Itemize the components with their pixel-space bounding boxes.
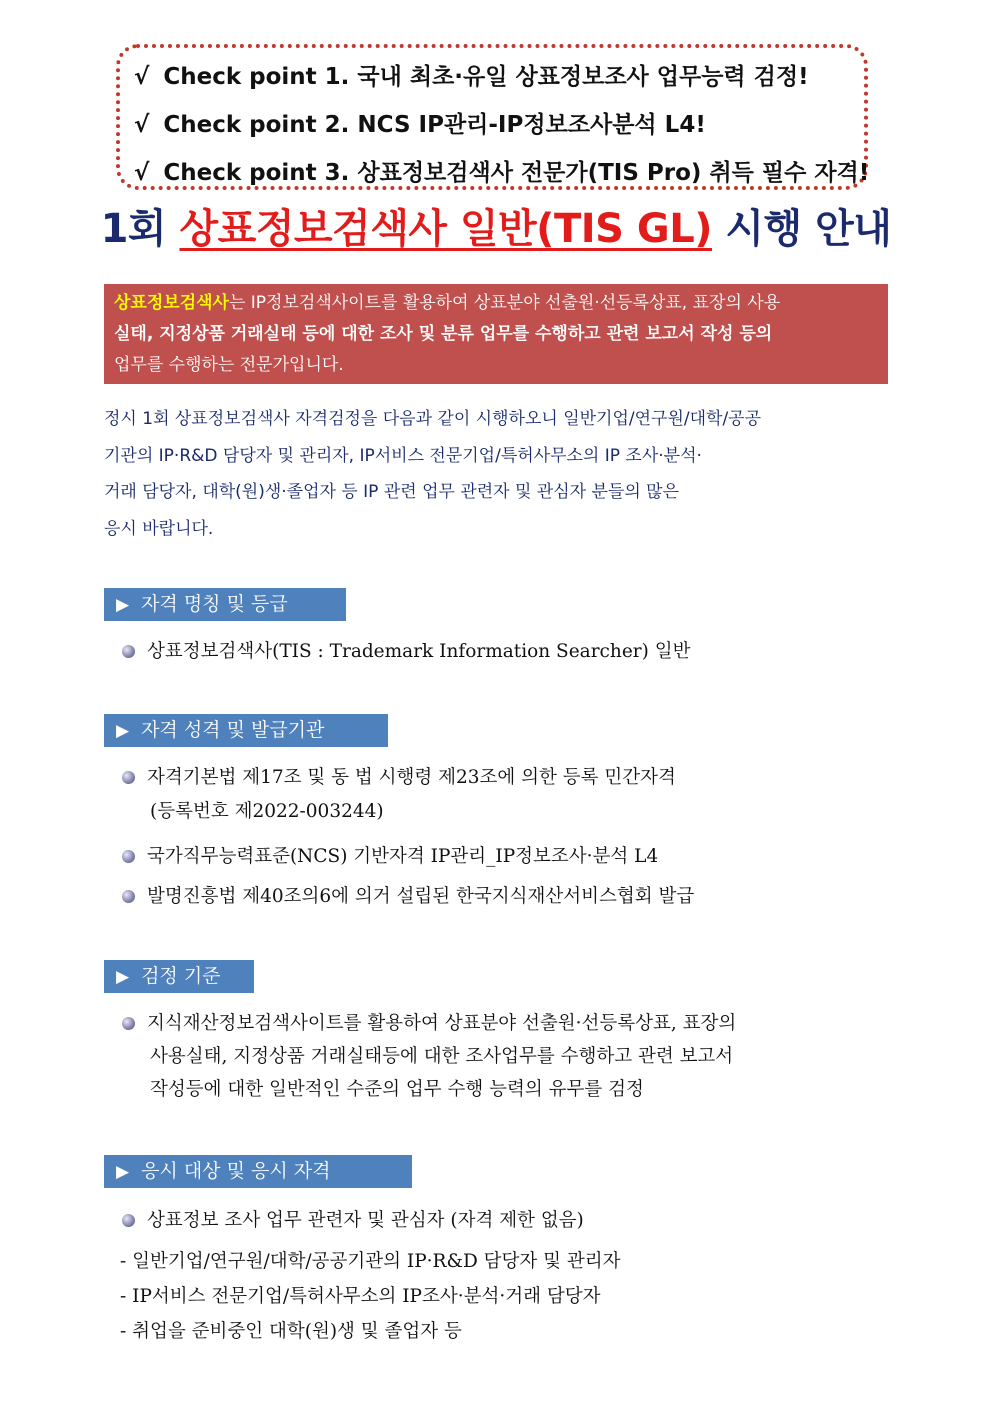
triangle-icon: ▶ <box>116 721 130 741</box>
intro-line-1 <box>114 288 878 319</box>
intro-box <box>104 284 888 384</box>
checkpoint-text: Check point 2. NCS IP관리-IP정보조사분석 L4! <box>163 112 706 138</box>
exam-criteria-paragraph <box>122 1007 892 1106</box>
checkpoint-text: Check point 3. 상표정보검색사 전문가(TIS Pro) 취득 필수 자격! <box>163 160 870 186</box>
bullet-icon <box>122 771 135 784</box>
para-line <box>122 1007 892 1040</box>
bullet-icon <box>122 890 135 903</box>
lead-line: 거래 담당자, 대학(원)생·졸업자 등 IP 관련 업무 관련자 및 관심자 분들의 많은 <box>104 482 680 502</box>
bullet-text: 국가직무능력표준(NCS) 기반자격 IP관리_IP정보조사·분석 L4 <box>147 846 659 867</box>
check-icon: √ <box>134 112 150 138</box>
bullet-text: 발명진흥법 제40조의6에 의거 설립된 한국지식재산서비스협회 발급 <box>147 886 695 907</box>
triangle-icon: ▶ <box>116 967 130 987</box>
para-line: 작성등에 대한 일반적인 수준의 업무 수행 능력의 유무를 검정 <box>150 1079 644 1100</box>
checkpoint-text: Check point 1. 국내 최초·유일 상표정보조사 업무능력 검정! <box>163 64 809 90</box>
bullet-icon <box>122 1214 135 1227</box>
checkpoint-2 <box>134 106 706 139</box>
intro-line-3: 업무를 수행하는 전문가입니다. <box>114 355 344 375</box>
check-icon: √ <box>134 160 150 186</box>
intro-line-2: 실태, 지정상품 거래실태 등에 대한 조사 및 분류 업무를 수행하고 관련 보고서 작성 등의 <box>114 324 773 344</box>
check-icon: √ <box>134 64 150 90</box>
bullet-icon <box>122 645 135 658</box>
section-heading-text: 자격 성격 및 발급기관 <box>141 719 325 741</box>
bullet-text: 자격기본법 제17조 및 동 법 시행령 제23조에 의한 등록 민간자격 <box>147 767 676 788</box>
bullet-text: 상표정보 조사 업무 관련자 및 관심자 (자격 제한 없음) <box>147 1210 584 1231</box>
checkpoint-3 <box>134 154 869 187</box>
section-heading-exam-criteria <box>104 960 254 993</box>
bullet-icon <box>122 1017 135 1030</box>
triangle-icon: ▶ <box>116 1162 130 1182</box>
title-prefix: 1회 <box>100 206 180 252</box>
lead-paragraph <box>104 401 890 547</box>
dash-item: - 일반기업/연구원/대학/공공기관의 IP·R&D 담당자 및 관리자 <box>120 1251 621 1272</box>
lead-line: 기관의 IP·R&D 담당자 및 관리자, IP서비스 전문기업/특허사무소의 IP 조사·분석· <box>104 445 702 466</box>
page-title <box>0 197 992 254</box>
bullet-icon <box>122 850 135 863</box>
checkpoint-box <box>116 44 868 190</box>
triangle-icon: ▶ <box>116 595 130 615</box>
bullet-item <box>122 637 690 663</box>
checkpoint-1 <box>134 58 809 91</box>
title-suffix: 시행 안내 <box>711 206 892 252</box>
para-line: 사용실태, 지정상품 거래실태등에 대한 조사업무를 수행하고 관련 보고서 <box>150 1046 734 1067</box>
section-heading-text: 자격 명칭 및 등급 <box>141 593 288 615</box>
intro-highlight: 상표정보검색사 <box>114 293 229 313</box>
dash-item: - IP서비스 전문기업/특허사무소의 IP조사·분석·거래 담당자 <box>120 1286 601 1307</box>
lead-line: 응시 바랍니다. <box>104 518 214 539</box>
bullet-item <box>122 882 694 908</box>
bullet-item <box>122 842 658 868</box>
bullet-text: 상표정보검색사(TIS : Trademark Information Searcher) 일반 <box>147 641 691 662</box>
intro-text: 는 IP정보검색사이트를 활용하여 상표분야 선출원·선등록상표, 표장의 사용 <box>228 293 781 313</box>
title-highlight: 상표정보검색사 일반(TIS GL) <box>179 206 712 252</box>
bullet-item <box>122 1206 584 1232</box>
bullet-item <box>122 763 676 789</box>
section-heading-eligibility <box>104 1155 412 1188</box>
lead-line: 정시 1회 상표정보검색사 자격검정을 다음과 같이 시행하오니 일반기업/연구원/대학/공공 <box>104 409 762 429</box>
section-heading-qualification-nature <box>104 714 388 747</box>
section-heading-text: 검정 기준 <box>141 965 221 987</box>
section-heading-text: 응시 대상 및 응시 자격 <box>141 1160 331 1182</box>
para-text: 지식재산정보검색사이트를 활용하여 상표분야 선출원·선등록상표, 표장의 <box>147 1013 737 1034</box>
section-heading-qualification-name <box>104 588 346 621</box>
registration-number: (등록번호 제2022-003244) <box>150 801 384 822</box>
dash-item: - 취업을 준비중인 대학(원)생 및 졸업자 등 <box>120 1321 462 1342</box>
